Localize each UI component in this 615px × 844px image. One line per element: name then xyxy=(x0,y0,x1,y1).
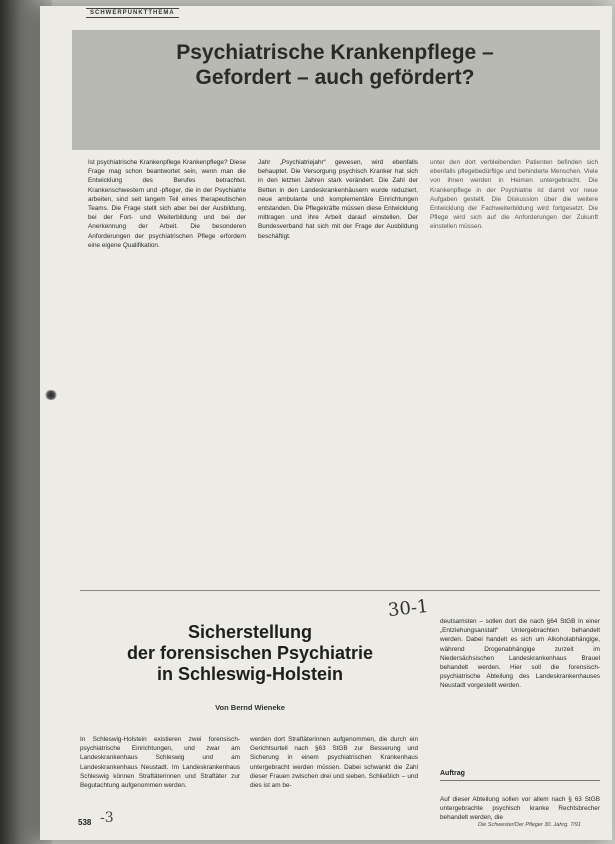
top-article-column-3 xyxy=(430,158,598,578)
section-divider xyxy=(80,590,600,591)
page-number: 538 xyxy=(78,818,92,827)
section-rubric: SCHWERPUNKTTHEMA xyxy=(86,8,179,18)
article-title-line-1: Sicherstellung xyxy=(187,622,313,642)
top-article-text-1: Ist psychiatrische Krankenpflege Krankenpflege? Diese Frage mag schon beantwortet sein, wenn man die Entwicklung des Berufes betrachtet. Krankenschwestern und -pfleger, die in der Psychiatrie arbeiten, sind seit langem Teil eines therapeutischen Teams. Die Frage stellt sich aber bei der Ausbildung, bei der Fort- und Weiterbildung und bei der Anerkennung der Arbeit. Die besonderen Anforderungen der psychiatrischen Pflege erfordern eine eigene Qualifikation. xyxy=(88,159,246,249)
top-article-column-2 xyxy=(258,158,418,578)
handwritten-page-mark: -3 xyxy=(100,810,114,826)
journal-footer: Die Schwester/Der Pfleger 30. Jahrg. 7/91 xyxy=(478,822,582,828)
main-title-line-2: Gefordert – auch gefördert? xyxy=(195,66,475,89)
article-title xyxy=(100,622,400,685)
subhead-rule xyxy=(440,780,600,781)
article-title-line-2: der forensischen Psychiatrie xyxy=(126,643,374,663)
article-text-3: deutsamsten – sollen dort die nach §64 StGB in einer „Entziehungsanstalt“ Untergebrachten behandelt werden. Dabei handelt es sich um Alkoholabhängige, während Drogenabhängige zurzeit im Niedersächsischen Landeskrankenhaus Brauel behandelt werden. Hier soll die forensisch-psychiatrische Abteilung des Landeskrankenhauses Neustadt vorgestellt werden. xyxy=(440,618,600,690)
article-title-line-3: in Schleswig-Holstein xyxy=(156,664,344,684)
top-article-column-1 xyxy=(88,158,246,578)
article-subhead: Auftrag xyxy=(440,770,465,777)
article-column-4 xyxy=(440,795,600,825)
article-text-4: Auf dieser Abteilung sollen vor allem nach § 63 StGB untergebrachte psychisch kranke Rechtsbrecher behandelt werden, die xyxy=(440,796,600,822)
handwritten-annotation: 30-1 xyxy=(387,595,430,622)
article-column-3 xyxy=(440,617,600,752)
article-byline: Von Bernd Wieneke xyxy=(215,703,285,712)
article-column-2 xyxy=(250,735,418,827)
ink-smudge xyxy=(44,390,58,400)
top-article-text-3: unter den dort verbleibenden Patienten befinden sich ebenfalls pflegebedürftige und behinderte Menschen. Viele von ihnen werden in Heimen untergebracht. Die Krankenpflege in der Psychiatrie ist damit vor neue Aufgaben gestellt. Die Diskussion über die weitere Entwicklung der Fachweiterbildung wird fortgesetzt. Die Pflege wird sich auf die Anforderungen der Zukunft einstellen müssen. xyxy=(430,159,598,231)
article-text-2: werden dort Straftäterinnen aufgenommen, die durch ein Gerichtsurteil nach §63 StGB zur Besserung und Sicherung in einem psychiatrischen Krankenhaus untergebracht werden müssen. Dabei schwankt die Zahl dieser Frauen zwischen drei und sieben. Schließlich – und dies ist am be- xyxy=(250,736,418,790)
top-article-text-2: Jahr „Psychiatriejahr“ gewesen, wird ebenfalls behauptet. Die Versorgung psychisch Kranker hat sich in den letzten Jahren stark verändert. Die Zahl der Betten in den Landeskrankenhäusern wurde reduziert, neue ambulante und komplementäre Einrichtungen entstanden. Die Pflegekräfte müssen diese Entwicklung mittragen und ihre Arbeit darauf einstellen. Der Bundesverband hat sich mit der Frage der Ausbildung beschäftigt. xyxy=(258,159,418,240)
main-title-line-1: Psychiatrische Krankenpflege – xyxy=(176,41,494,64)
article-text-1: In Schleswig-Holstein existieren zwei forensisch-psychiatrische Einrichtungen, und zwar am Landeskrankenhaus Schleswig und am Landeskrankenhaus Neustadt. Im Landeskrankenhaus Schleswig können Straftäterinnen und Straftäter zur Begutachtung aufgenommen werden. xyxy=(80,736,240,790)
main-title xyxy=(80,40,590,90)
